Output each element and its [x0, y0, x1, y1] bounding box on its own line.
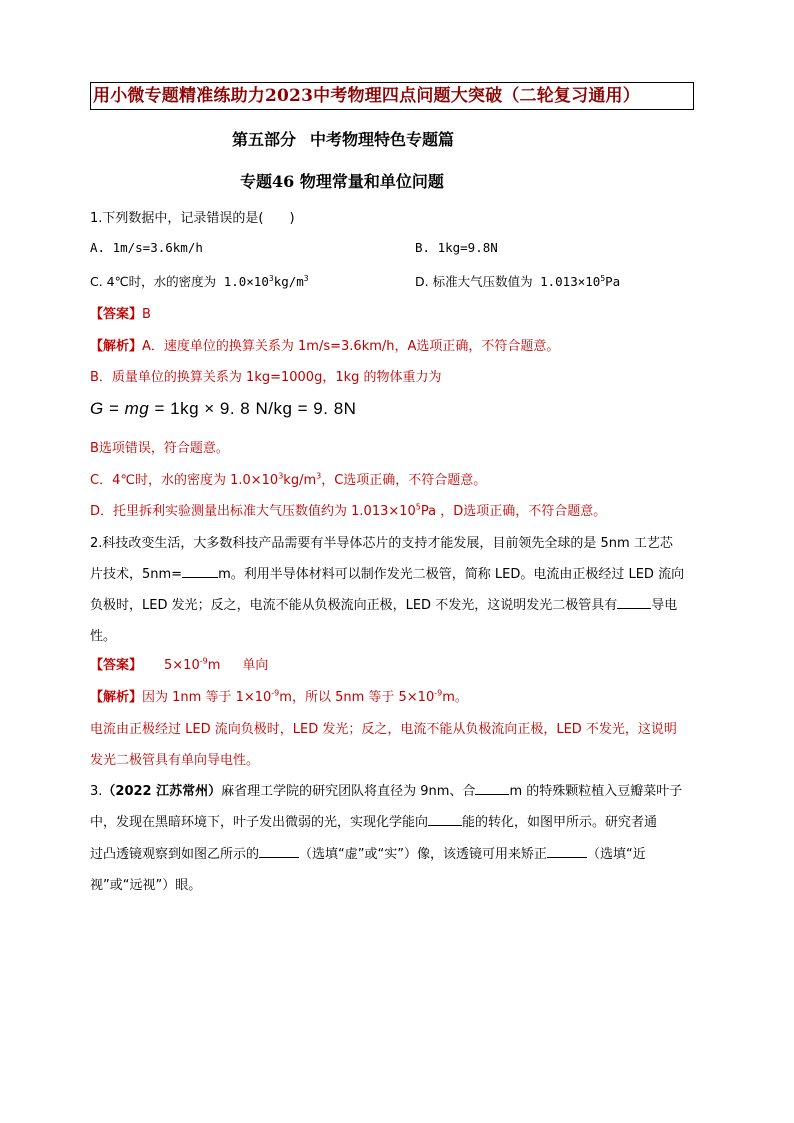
q3-line-1: 3.（2022 江苏常州）麻省理工学院的研究团队将直径为 9nm、合 m 的特殊颗粒植入豆瓣菜叶子: [90, 784, 683, 799]
q1-stem: 1.下列数据中，记录错误的是( ): [90, 211, 295, 226]
q1-explain-b2: B选项错误，符合题意。: [90, 441, 229, 456]
q2-blank-1[interactable]: [182, 565, 218, 578]
q1-option-a: A. 1m/s=3.6km/h: [90, 240, 203, 255]
part-number: 第五部分: [232, 130, 297, 149]
q3-line-4: 视”或“远视”）眼。: [90, 878, 202, 893]
q2-line-3: 负极时，LED 发光；反之，电流不能从负极流向正极，LED 不发光，这说明发光二极管具有 导电: [90, 598, 678, 613]
q3-line-2: 中，发现在黑暗环境下，叶子发出微弱的光，实现化学能向 能的转化，如图甲所示。研究者通: [90, 815, 658, 830]
q2-line-2: 片技术，5nm= m。利用半导体材料可以制作发光二极管，简称 LED。电流由正极经过 LED 流向: [90, 567, 685, 582]
q2-blank-2[interactable]: [617, 596, 651, 609]
q3-blank-4[interactable]: [547, 845, 587, 858]
q3-blank-2[interactable]: [428, 813, 462, 826]
q1-option-d: D. 标准大气压数值为 $1.013\times 10^5Pa$: [415, 273, 621, 289]
q1-option-c: C. 4℃时，水的密度为 $1.0\times 10^3kg/m^3$: [90, 273, 309, 289]
q3-source: （2022 江苏常州）: [102, 784, 222, 799]
q2-explain-3: 发光二极管具有单向导电性。: [90, 753, 260, 768]
q2-explain-2: 电流由正极经过 LED 流向负极时，LED 发光；反之，电流不能从负极流向正极，LED 不发光，这说明: [90, 722, 677, 737]
q3-line-3: 过凸透镜观察到如图乙所示的 （选填“虚”或“实”）像，该透镜可用来矫正 （选填“近: [90, 847, 646, 862]
series-banner: 用小微专题精准练助力2023中考物理四点问题大突破（二轮复习通用）: [90, 82, 694, 110]
q1-explain-b: B．质量单位的换算关系为 1kg=1000g，1kg 的物体重力为: [90, 370, 442, 385]
part-title: 中考物理特色专题篇: [310, 130, 455, 149]
q1-answer: 【答案】B: [90, 307, 151, 322]
q1-explain-a: 【解析】A．速度单位的换算关系为 1m/s=3.6km/h，A选项正确，不符合题意。: [90, 339, 560, 354]
q2-line-1: 2.科技改变生活，大多数科技产品需要有半导体芯片的支持才能发展，目前领先全球的是 5nm 工艺芯: [90, 536, 673, 551]
q2-answer: 【答案】 $5\times 10^{-9}m$ 单向: [90, 656, 269, 673]
q2-line-4: 性。: [90, 629, 117, 644]
q2-explain-1: 【解析】因为 1nm 等于 $1\times 10^{-9}m$，所以 5nm 等于 $5\times 10^{-9}m$。: [90, 688, 468, 705]
q1-formula: G = mg = 1kg × 9. 8 N/kg = 9. 8N: [90, 399, 357, 418]
q1-explain-d: D．托里拆利实验测量出标准大气压数值约为 $1.013\times 10^5Pa$ ，D选项正确，不符合题意。: [90, 502, 607, 519]
q1-explain-c: C．4℃时，水的密度为 $1.0\times 10^3kg/m^3$，C选项正确，不符合题意。: [90, 471, 487, 488]
q3-blank-1[interactable]: [475, 782, 509, 795]
q1-answer-value: B: [142, 307, 151, 322]
q1-option-b: B. 1kg=9.8N: [415, 240, 498, 255]
topic-title: 专题46 物理常量和单位问题: [240, 172, 444, 191]
q3-blank-3[interactable]: [259, 845, 299, 858]
part-heading: [232, 127, 454, 150]
